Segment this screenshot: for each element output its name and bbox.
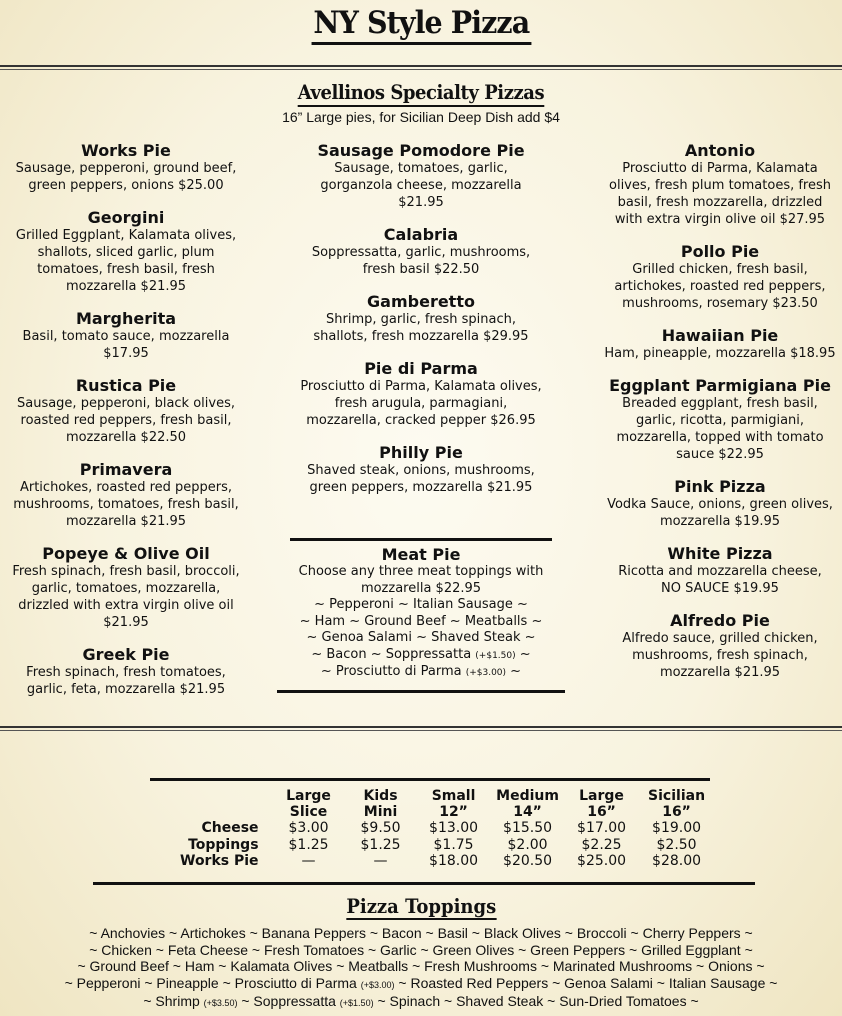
menu-column-right <box>598 141 842 695</box>
divider <box>0 65 842 70</box>
toppings-line <box>0 975 842 994</box>
menu-item-name: Antonio <box>684 141 756 160</box>
meat-topping-line <box>277 647 565 665</box>
menu-item <box>0 208 252 295</box>
meat-topping-text: ~ Pepperoni ~ Italian Sausage ~ <box>314 597 528 612</box>
menu-item <box>598 544 842 597</box>
menu-item-description: Grilled chicken, fresh basil, artichokes, roasted red peppers, mushrooms, rosemary $23.50 <box>614 262 826 311</box>
price-cell: $18.00 <box>429 853 479 869</box>
surcharge-note: (+$1.50) <box>339 998 374 1009</box>
menu-item <box>598 141 842 228</box>
menu-item-description: Shrimp, garlic, fresh spinach, shallots, fresh mozzarella $29.95 <box>313 312 529 344</box>
specialty-header <box>0 80 842 125</box>
meat-topping-text: ~ Prosciutto di Parma <box>320 664 466 679</box>
toppings-line <box>0 925 842 942</box>
menu-item <box>290 141 552 211</box>
price-cell: — <box>373 853 388 869</box>
divider <box>277 690 565 693</box>
menu-column-middle <box>290 141 552 510</box>
menu-item-name: Rustica Pie <box>75 376 177 395</box>
menu-item <box>290 443 552 496</box>
meat-pie-title: Meat Pie <box>381 545 461 564</box>
menu-item-name: Popeye & Olive Oil <box>42 544 210 563</box>
topping-text: ~ Shrimp <box>143 993 204 1010</box>
column-header: Small 12” <box>431 788 476 820</box>
menu-item-name: White Pizza <box>667 544 773 563</box>
column-header: Sicilian 16” <box>648 788 706 820</box>
menu-item-description: Artichokes, roasted red peppers, mushrooms, tomatoes, fresh basil, mozzarella $21.95 <box>13 480 239 529</box>
menu-item <box>0 544 252 631</box>
topping-text: ~ Anchovies ~ Artichokes ~ Banana Peppers ~ Bacon ~ Basil ~ Black Olives ~ Broccoli ~ Cherry Peppers ~ <box>89 925 753 941</box>
menu-item-name: Georgini <box>87 208 165 227</box>
menu-item <box>598 242 842 312</box>
menu-item <box>598 326 842 362</box>
divider <box>150 778 710 781</box>
row-label: Works Pie <box>180 853 259 869</box>
price-cell: $15.50 <box>503 820 553 836</box>
menu-item-description: Breaded eggplant, fresh basil, garlic, ricotta, parmigiani, mozzarella, topped with tomato sauce $22.95 <box>616 396 824 462</box>
price-cell: $19.00 <box>652 820 702 836</box>
table-row <box>180 837 715 854</box>
menu-item-description: Shaved steak, onions, mushrooms, green peppers, mozzarella $21.95 <box>307 463 535 495</box>
topping-text: ~ Spinach ~ Shaved Steak ~ Sun-Dried Tomatoes ~ <box>373 993 699 1010</box>
menu-item <box>598 611 842 681</box>
topping-text: ~ Chicken ~ Feta Cheese ~ Fresh Tomatoes ~ Garlic ~ Green Olives ~ Green Peppers ~ Grilled Eggplant ~ <box>89 941 753 958</box>
meat-topping-text: ~ Genoa Salami ~ Shaved Steak ~ <box>306 630 536 645</box>
menu-item <box>0 645 252 698</box>
meat-pie-description: Choose any three meat toppings with mozzarella $22.95 <box>298 564 544 596</box>
menu-item <box>0 141 252 194</box>
divider <box>0 726 842 731</box>
specialty-heading: Avellinos Specialty Pizzas <box>298 80 544 107</box>
page-title: NY Style Pizza <box>0 4 842 45</box>
menu-item <box>0 460 252 530</box>
menu-item-description: Sausage, tomatoes, garlic, gorganzola cheese, mozzarella $21.95 <box>320 161 522 210</box>
meat-topping-text: ~ Bacon ~ Soppressatta <box>311 646 476 662</box>
menu-item-description: Ham, pineapple, mozzarella $18.95 <box>604 346 836 361</box>
menu-item-name: Pink Pizza <box>674 477 766 496</box>
meat-topping-text: ~ Ham ~ Ground Beef ~ Meatballs ~ <box>299 613 543 629</box>
menu-item-description: Grilled Eggplant, Kalamata olives, shallots, sliced garlic, plum tomatoes, fresh basil, fresh mozzarella $21.95 <box>15 228 237 294</box>
menu-item-description: Sausage, pepperoni, black olives, roasted red peppers, fresh basil, mozzarella $22.50 <box>16 396 235 445</box>
menu-item <box>290 225 552 278</box>
menu-item-name: Calabria <box>383 225 459 244</box>
toppings-line <box>0 993 842 1012</box>
price-cell: $1.75 <box>433 836 474 853</box>
specialty-note: 16” Large pies, for Sicilian Deep Dish add $4 <box>282 109 560 125</box>
menu-item <box>0 376 252 446</box>
menu-item-description: Fresh spinach, fresh tomatoes, garlic, feta, mozzarella $21.95 <box>26 665 226 697</box>
price-cell: $1.25 <box>288 836 329 853</box>
menu-item-description: Soppressatta, garlic, mushrooms, fresh basil $22.50 <box>311 245 531 277</box>
meat-topping-line <box>277 614 565 631</box>
toppings-section <box>0 894 842 1012</box>
price-cell: — <box>301 853 316 869</box>
toppings-line <box>0 958 842 975</box>
toppings-line <box>0 942 842 959</box>
meat-topping-text: ~ <box>515 646 531 662</box>
menu-item-name: Eggplant Parmigiana Pie <box>609 376 831 395</box>
menu-item <box>290 359 552 429</box>
topping-text: ~ Soppressatta <box>237 993 340 1010</box>
column-header: Large Slice <box>286 788 331 820</box>
menu-item-name: Greek Pie <box>82 645 170 664</box>
row-label: Cheese <box>201 820 259 836</box>
menu-item-name: Primavera <box>79 460 173 479</box>
menu-item <box>598 477 842 530</box>
column-header: Kids Mini <box>363 788 398 820</box>
menu-item-name: Pie di Parma <box>364 359 478 378</box>
menu-item <box>598 376 842 463</box>
menu-item-description: Alfredo sauce, grilled chicken, mushrooms, fresh spinach, mozzarella $21.95 <box>622 631 818 680</box>
row-header-spacer <box>180 788 273 820</box>
topping-text: ~ Ground Beef ~ Ham ~ Kalamata Olives ~ Meatballs ~ Fresh Mushrooms ~ Marinated Mushrooms ~ Onions ~ <box>77 958 765 975</box>
divider <box>290 538 552 541</box>
menu-item <box>0 309 252 362</box>
topping-text: ~ Roasted Red Peppers ~ Genoa Salami ~ Italian Sausage ~ <box>394 974 778 991</box>
divider <box>93 882 755 885</box>
menu-item-description: Prosciutto di Parma, Kalamata olives, fresh arugula, parmagiani, mozzarella, cracked pepper $26.95 <box>300 379 542 428</box>
menu-column-left <box>0 141 252 712</box>
price-cell: $13.00 <box>429 820 479 836</box>
menu-item-description: Vodka Sauce, onions, green olives, mozzarella $19.95 <box>607 497 833 529</box>
surcharge-note: (+$3.00) <box>360 979 395 990</box>
menu-item-name: Works Pie <box>81 141 171 160</box>
table-row <box>180 853 715 870</box>
meat-topping-line <box>277 630 565 647</box>
meat-topping-line <box>277 597 565 614</box>
price-table-header <box>180 788 715 820</box>
price-cell: $2.25 <box>581 836 622 853</box>
price-cell: $17.00 <box>577 820 627 836</box>
surcharge-note: (+$1.50) <box>475 650 516 661</box>
column-header: Medium 14” <box>496 788 559 820</box>
price-cell: $2.50 <box>656 836 697 853</box>
surcharge-note: (+$3.00) <box>465 668 507 678</box>
toppings-heading: Pizza Toppings <box>346 894 496 918</box>
menu-item-description: Prosciutto di Parma, Kalamata olives, fresh plum tomatoes, fresh basil, fresh mozzarella, drizzled with extra virgin olive oil $27.95 <box>609 161 831 227</box>
menu-item-description: Ricotta and mozzarella cheese, NO SAUCE $19.95 <box>618 564 822 596</box>
price-cell: $25.00 <box>577 853 627 869</box>
price-cell: $2.00 <box>507 836 548 853</box>
column-header: Large 16” <box>579 788 624 820</box>
price-cell: $9.50 <box>360 820 401 836</box>
menu-item-description: Basil, tomato sauce, mozzarella $17.95 <box>22 329 230 361</box>
menu-item-name: Philly Pie <box>379 443 463 462</box>
surcharge-note: (+$3.50) <box>203 998 238 1009</box>
price-cell: $3.00 <box>288 820 329 836</box>
topping-text: ~ Pepperoni ~ Pineapple ~ Prosciutto di Parma <box>64 974 361 991</box>
table-row <box>180 820 715 837</box>
menu-item-name: Alfredo Pie <box>670 611 770 630</box>
price-cell: $20.50 <box>503 853 553 869</box>
price-table <box>180 788 715 870</box>
menu-item-name: Margherita <box>75 309 177 328</box>
meat-pie-section <box>277 545 565 682</box>
menu-item-name: Sausage Pomodore Pie <box>317 141 525 160</box>
meat-topping-line <box>277 664 565 682</box>
menu-item-name: Gamberetto <box>367 292 475 311</box>
menu-item-description: Fresh spinach, fresh basil, broccoli, garlic, tomatoes, mozzarella, drizzled with extra virgin olive oil $21.95 <box>12 564 240 630</box>
menu-item-name: Hawaiian Pie <box>661 326 779 345</box>
price-cell: $28.00 <box>652 853 702 869</box>
menu-item-description: Sausage, pepperoni, ground beef, green peppers, onions $25.00 <box>15 161 237 193</box>
price-cell: $1.25 <box>360 836 401 853</box>
menu-item-name: Pollo Pie <box>680 242 760 261</box>
meat-topping-text: ~ <box>506 664 522 679</box>
menu-item <box>290 292 552 345</box>
row-label: Toppings <box>188 836 259 853</box>
